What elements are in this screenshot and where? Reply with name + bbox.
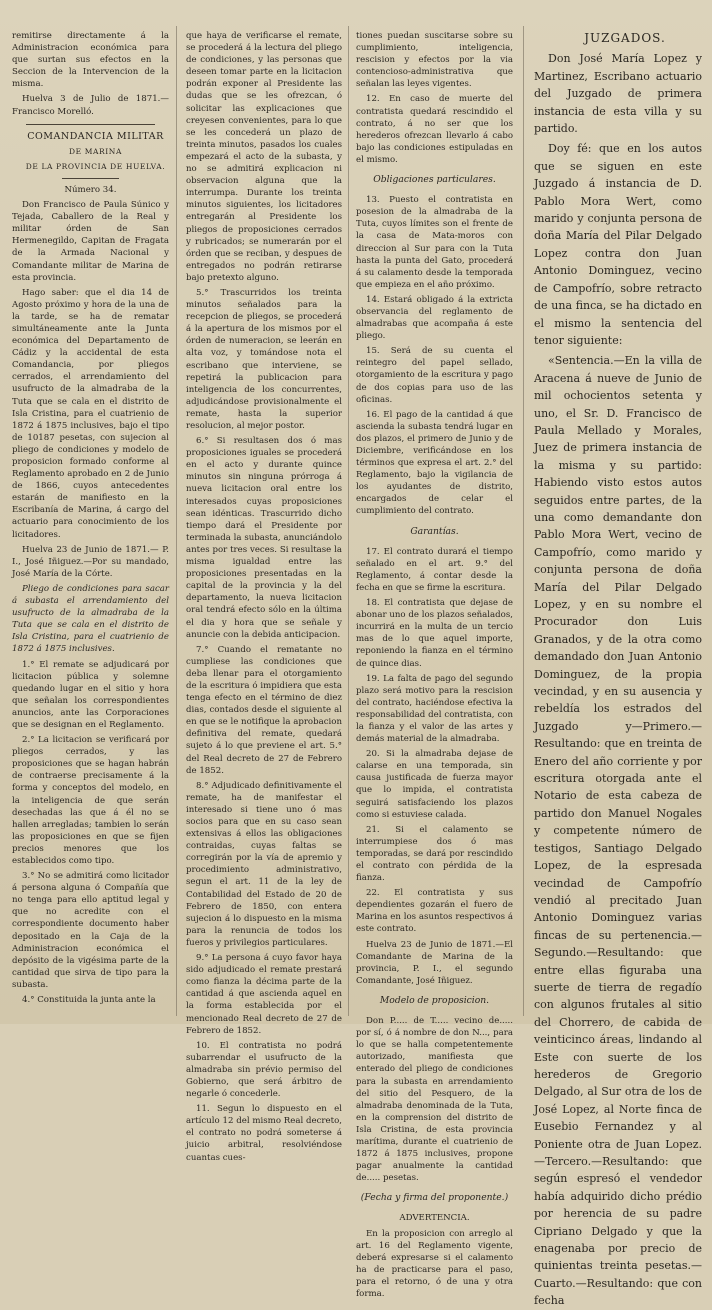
advert-paragraph: En la proposicion con arreglo al art. 16 del Reglamento vigente, deberá expresarse si el calamento ha de practicarse para el paso, para el retorno, ó de una y otra forma. (356, 1228, 513, 1299)
court-paragraph: «Sentencia.—En la villa de Aracena á nueve de Junio de mil ochocientos setenta y uno, el Sr. D. Francisco de Paula Mellado y Morales, Juez de primera instancia de la misma y su partido: Habiendo visto estos autos seguidos entre partes, de la una como demandante don Pablo Mora Wert, vecino de Campofrío, como marido y conjunta persona de doña María del Pilar Delgado Lopez, y en su nombre el Procurador don Luis Granados, y de la otra como demandado don Juan Antonio Dominguez, de la propia vecindad, y en su ausencia y rebeldía los estrados del Juzgado y—Primero.—Resultando: que en treinta de Enero del año corriente y por escritura otorgada ante el Notario de esta cabeza de partido don Manuel Nogales y competente número de testigos, Santiago Delgado Lopez, de la espresada vecindad de Campofrío vendió al precitado Juan Antonio Dominguez varias fincas de su pertenencia.—Segundo.—Resultando: que entre ellas figuraba una suerte de tierra de regadío con algunos frutales al sitio del Chorrero, de cabida de veinticinco áreas, lindando al Este con suerte de los herederos de Gregorio Delgado, al Sur otra de los de José Lopez, al Norte finca de Eusebio Fernandez y al Poniente otra de Juan Lopez.—Tercero.—Resultando: que según espresó el vendedor había adquirido dicho prédio por herencia de su padre Cipriano Delgado y que la enagenaba por precio de quinientas treinta pesetas.—Cuarto.—Resultando: que con fecha (534, 354, 702, 1308)
condition-paragraph: 15. Será de su cuenta el reintegro del papel sellado, otorgamiento de la escritura y pago de dos copias para uso de las oficinas. (356, 346, 513, 405)
court-paragraph: Don José María Lopez y Martinez, Escribano actuario del Juzgado de primera instancia de esta villa y su partido. (534, 52, 702, 136)
condition-paragraph: 21. Si el calamento se interrumpiese dos ó mas temporadas, se dará por rescindido el contrato con pérdida de la fianza. (356, 824, 513, 884)
column-divider (348, 26, 349, 1016)
column-divider (523, 26, 524, 1016)
advert-heading: ADVERTENCIA. (399, 1213, 470, 1224)
column-3 (356, 30, 513, 1299)
condition-paragraph: tiones puedan suscitarse sobre su cumplimiento, inteligencia, rescision y efectos por la via contencioso-administrativa que señalan las leyes vigentes. (356, 31, 513, 90)
condition-paragraph: 1.° El remate se adjudicará por licitacion pública y solemne quedando lugar en el sitio y hora que señalan los correspondientes anuncios, ante las Corporaciones que se designan en el Reglamento. (12, 659, 169, 730)
condition-paragraph: 8.° Adjudicado definitivamente el remate, ha de manifestar el interesado si tiene uno ó mas socios para que en su caso sean extensivas á ellos las obligaciones contraidas, cuyas faltas se corregirán por la vía de apremio y procedimiento administrativo, segun el art. 11 de la ley de Contabilidad del Estado de 20 de Febrero de 1850, con entera sujecion á lo dispuesto en la misma para la renuncia de todos los fueros y privilegios particulares. (186, 780, 342, 948)
notice-number: Número 34. (64, 184, 117, 195)
condition-paragraph: 10. El contratista no podrá subarrendar el usufructo de la almadraba sin prévio permiso del Gobierno, que será árbitro de negarle ó concederle. (186, 1040, 342, 1100)
condition-paragraph: 4.° Constituida la junta ante la (22, 995, 156, 1006)
pliego-title: Pliego de condiciones para sacar á subasta el arrendamiento del usufructo de la almadraba de la Tuta que se cala en el distrito de Isla Cristina, para el cuatrienio de 1872 á 1875 inclusives. (12, 583, 169, 655)
condition-paragraph: 22. El contratista y sus dependientes gozarán el fuero de Marina en los asuntos respectivos á este contrato. (356, 888, 513, 935)
section-subheading: Garantías. (410, 525, 459, 537)
section-subheading: Obligaciones particulares. (373, 174, 496, 186)
notice-signoff: Huelva 23 de Junio de 1871.— P. I., José Iñiguez.—Por su mandado, José María de la Córte. (12, 544, 169, 579)
condition-paragraph: 9.° La persona á cuyo favor haya sido adjudicado el remate prestará como fianza la décima parte de la cantidad á que ascienda aquel en la forma establecida por el mencionado Real decreto de 27 de Febrero de 1852. (186, 953, 342, 1036)
column-2 (186, 30, 342, 1163)
model-paragraph: Don P..... de T..... vecino de..... por sí, ó á nombre de don N..., para lo que se halla competentemente autorizado, manifiesta que enterado del pliego de condiciones para la subasta en arrendamiento del sitio del Pesquero, de la almadraba denominada de la Tuta, en la comprension del distrito de Isla Cristina, de esta provincia marítima, durante el cuatrienio de 1872 á 1875 inclusives, propone pagar anualmente la cantidad de..... pesetas. (356, 1016, 513, 1184)
column-1 (12, 30, 169, 1016)
intro-text: remitirse directamente á la Administracion económica para que surtan sus efectos en la Seccion de la Intervencion de la misma. (12, 31, 169, 90)
section-heading: COMANDANCIA MILITAR (27, 130, 164, 142)
section-subheading: DE MARINA (69, 146, 122, 156)
divider (62, 178, 119, 179)
condition-paragraph: 6.° Si resultasen dos ó mas proposiciones iguales se procederá en el acto y durante quince minutos sin ninguna prórroga á nueva licitacion oral entre los interesados cuyas proposiciones sean idénticas. Trascurrido dicho tiempo dará el Presidente por terminada la subasta, anunciándolo antes por tres veces. Si resultase la misma igualdad entre las proposiciones presentadas en la capital de la provincia y la del departamento, la nueva licitacion oral tendrá efecto sólo en la última el dia y hora que se señale y anuncie con la debida anticipacion. (186, 436, 342, 640)
section-subheading: DE LA PROVINCIA DE HUELVA. (25, 161, 166, 171)
notice-signoff: Huelva 23 de Junio de 1871.—El Comandante de Marina de la provincia, P. I., el segundo Comandante, José Iñiguez. (356, 939, 513, 986)
condition-paragraph: 17. El contrato durará el tiempo señalado en el art. 9.° del Reglamento, á contar desde la fecha en que se firme la escritura. (356, 546, 513, 593)
notice-paragraph: Don Francisco de Paula Súnico y Tejada, Caballero de la Real y militar órden de San Hermenegildo, Capitan de Fragata de la Armada Nacional y Comandante militar de Marina de esta provincia. (12, 200, 169, 283)
condition-paragraph: 3.° No se admitirá como licitador á persona alguna ó Compañía que no tenga para ello aptitud legal y que no acredite con el correspondiente documento haber depositado en la Caja de la Administracion económica el depósito de la vigésima parte de la cantidad que sirva de tipo para la subasta. (12, 871, 169, 990)
court-paragraph: Doy fé: que en los autos que se siguen en este Juzgado á instancia de D. Pablo Mora Wert, como marido y conjunta persona de doña María del Pilar Delgado Lopez contra don Juan Antonio Dominguez, vecino de Campofrío, sobre retracto de una finca, se ha dictado en el mismo la sentencia del tenor siguiente: (534, 142, 702, 347)
column-divider (176, 26, 177, 1016)
condition-paragraph: que haya de verificarse el remate, se procederá á la lectura del pliego de condiciones, y las personas que deseen tomar parte en la licitacion podrán exponer al Presidente las dudas que se les ofrezcan, ó solicitar las explicaciones que creyesen convenientes, para lo que se les concederá un plazo de treinta minutos, pasados los cuales empezará el acto de la subasta, y no se admitirá explicacion ni observacion alguna que la interrumpa. Durante los treinta minutos siguientes, los licitadores entregarán al Presidente los pliegos de proposiciones cerrados y rubricados; se numerarán por el órden que se reciban, y despues de entregados no podrán retirarse bajo pretexto alguno. (186, 31, 342, 283)
condition-paragraph: 14. Estará obligado á la extricta observancia del reglamento de almadrabas que acompaña á este pliego. (356, 294, 513, 342)
section-subheading: Modelo de proposicion. (379, 994, 490, 1006)
condition-paragraph: 18. El contratista que dejase de abonar uno de los plazos señalados, incurrirá en la multa de un tercio mas de lo que aquel importe, reponiendo la fianza en el término de quince dias. (356, 598, 513, 669)
dateline: Huelva 3 de Julio de 1871.— Francisco Morelló. (12, 94, 169, 117)
signature-note: (Fecha y firma del proponente.) (360, 1192, 509, 1204)
condition-paragraph: 12. En caso de muerte del contratista quedará rescindido el contrato, á no ser que los herederos ofrezcan llevarlo á cabo bajo las condiciones estipuladas en el mismo. (356, 94, 513, 165)
divider (26, 124, 155, 125)
notice-paragraph: Hago saber: que el dia 14 de Agosto próximo y hora de la una de la tarde, se ha de rematar simultáneamente ante la Junta económica del Departamento de Cádiz y la accidental de esta Comandancia, por pliegos cerrados, el arrendamiento del usufructo de la almadraba de la Tuta que se cala en el distrito de Isla Cristina, para el cuatrienio de 1872 á 1875 inclusives, bajo el tipo de 10187 pesetas, con sujecion al pliego de condiciones y modelo de proposicion formado conforme al Reglamento aprobado en 2 de Junio de 1866, cuyos antecedentes estarán de manifiesto en la Escribanía de Marina, á cargo del actuario para conocimiento de los licitadores. (12, 287, 169, 540)
condition-paragraph: 19. La falta de pago del segundo plazo será motivo para la rescision del contrato, haciéndose efectiva la responsabilidad del contratista, con la fianza y el valor de las artes y demás material de la almadraba. (356, 673, 513, 745)
condition-paragraph: 5.° Trascurridos los treinta minutos señalados para la recepcion de pliegos, se procederá á la apertura de los mismos por el órden de numeracion, se leerán en alta voz, y tomándose nota el escribano que interviene, se repetirá la publicacion para inteligencia de los concurrentes, adjudicándose provisionalmente el remate, hasta la superior resolucion, al mejor postor. (186, 287, 342, 431)
condition-paragraph: 16. El pago de la cantidad á que ascienda la subasta tendrá lugar en dos plazos, el primero de Junio y de Diciembre, verificándose en los términos que expresa el art. 2.° del Reglamento, bajo la vigilancia de los ayudantes de distrito, encargados de celar el cumplimiento del contrato. (356, 409, 513, 517)
condition-paragraph: 2.° La licitacion se verificará por pliegos cerrados, y las proposiciones que se hagan habrán de contraerse precisamente á la forma y conceptos del modelo, en la inteligencia de que serán desechadas las que á él no se hallen arregladas; tambien lo serán las proposiciones en que se fijen precios menores que los establecidos como tipo. (12, 735, 169, 866)
condition-paragraph: 7.° Cuando el rematante no cumpliese las condiciones que deba llenar para el otorgamiento de la escritura ó impidiera que esta tenga efecto en el término de diez dias, contados desde el siguiente al en que se le notifique la aprobacion definitiva del remate, quedará sujeto á lo que previene el art. 5.° del Real decreto de 27 de Febrero de 1852. (186, 644, 342, 776)
juzgados-heading: JUZGADOS. (584, 31, 666, 45)
condition-paragraph: 13. Puesto el contratista en posesion de la almadraba de la Tuta, cuyos límites son el frente de la casa de Mata-moros con direccion al Sur para con la Tuta hasta la punta del Gato, procederá á su calamento desde la temporada que empieza en el año próximo. (356, 195, 513, 290)
column-4 (534, 30, 702, 1308)
condition-paragraph: 11. Segun lo dispuesto en el artículo 12 del mismo Real decreto, el contrato no podrá someterse á juicio arbitral, resolviéndose cuantas cues- (186, 1104, 342, 1163)
condition-paragraph: 20. Si la almadraba dejase de calarse en una temporada, sin causa justificada de fuerza mayor que lo impida, el contratista seguirá satisfaciendo los plazos como si estuviese calada. (356, 749, 513, 820)
